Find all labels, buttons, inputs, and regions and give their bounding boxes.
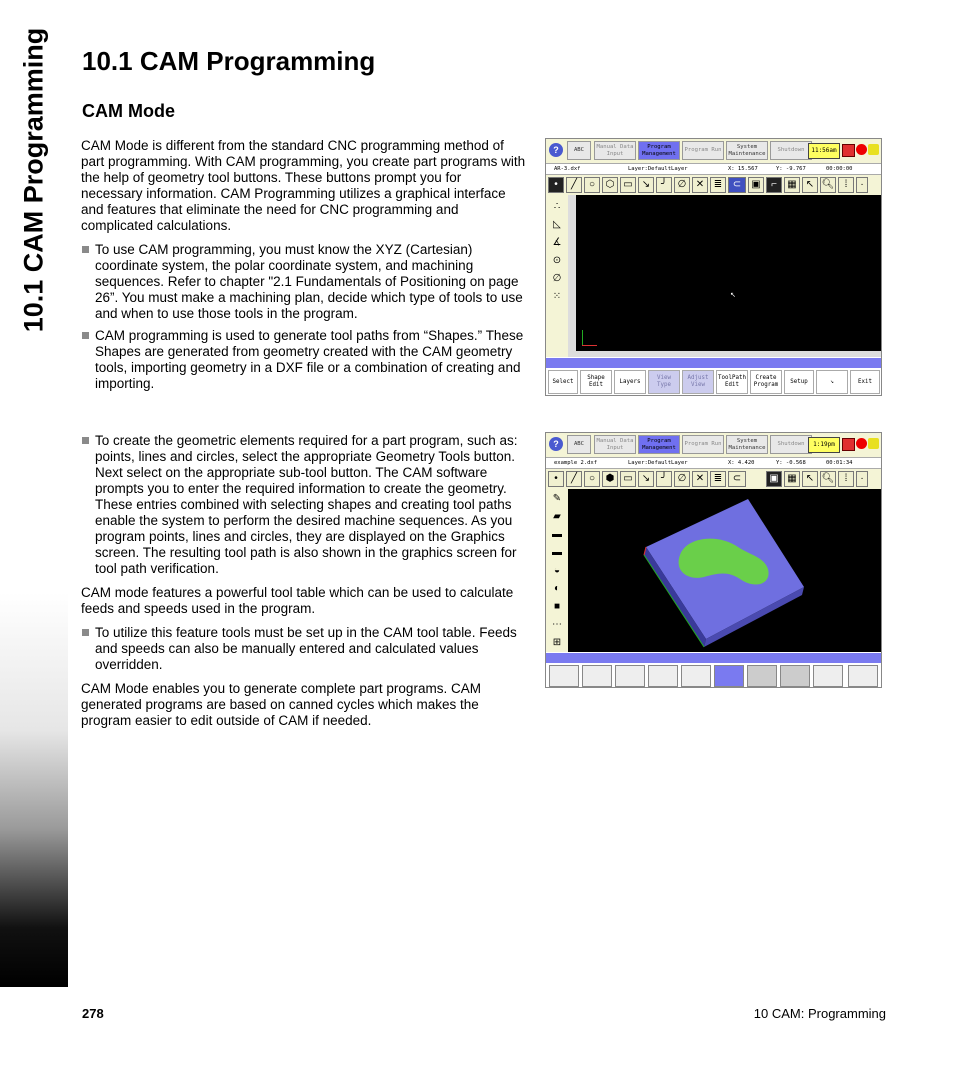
tab-shutdown[interactable]: Shutdown	[770, 141, 812, 160]
page-title: 10.1 CAM Programming	[82, 46, 376, 76]
stop-icon[interactable]	[842, 438, 855, 451]
tab-manual-data-input[interactable]: Manual Data Input	[594, 435, 636, 454]
point-subtool-icon[interactable]: ∴	[553, 201, 561, 212]
view-type-softkey[interactable]: View Type	[648, 370, 680, 394]
lock-icon[interactable]	[868, 144, 879, 155]
grid-tool-icon[interactable]: ▦	[784, 471, 800, 487]
summary-paragraph: CAM Mode enables you to generate complete part programs. CAM generated programs are based on canned cycles which makes the program easier to edit outside of CAM if needed.	[81, 681, 481, 728]
more-icon[interactable]: ·	[856, 177, 868, 193]
softkey-row	[546, 368, 881, 396]
triangle-subtool-icon[interactable]: ◺	[553, 219, 561, 230]
text-block-2	[81, 433, 526, 737]
list-tool-icon[interactable]: ≣	[710, 177, 726, 193]
record-icon[interactable]	[856, 438, 867, 449]
view-3d-icon[interactable]: ▣	[766, 471, 782, 487]
view-disabled-icon[interactable]	[780, 665, 810, 687]
zoom-icon[interactable]: 🔍︎	[820, 471, 836, 487]
side-tab-label: 10.1 CAM Programming	[18, 27, 49, 333]
tab-program-run[interactable]: Program Run	[682, 141, 724, 160]
toolpath-edit-softkey[interactable]: ToolPath Edit	[716, 370, 748, 394]
cam-screenshot-3d	[545, 432, 882, 688]
view-iso-icon[interactable]	[582, 665, 612, 687]
arrow-tool-icon[interactable]: ↘	[638, 177, 654, 193]
tab-manual-data-input[interactable]: Manual Data Input	[594, 141, 636, 160]
pointer-tool-icon[interactable]: ↖	[802, 471, 818, 487]
x-readout: X: 15.567	[728, 166, 758, 172]
top-menu-bar	[546, 433, 881, 458]
create-program-softkey[interactable]: Create Program	[750, 370, 782, 394]
dimension-view-icon[interactable]: ⋯	[552, 619, 562, 630]
center-circle-subtool-icon[interactable]: ⊙	[552, 255, 562, 266]
x-axis-indicator	[582, 345, 597, 346]
setup-softkey[interactable]: Setup	[784, 370, 814, 394]
elapsed-time: 00:00:00	[826, 166, 853, 172]
page-number: 278	[82, 1006, 104, 1021]
front-view-icon[interactable]: ▬	[552, 529, 562, 540]
shape-tool-icon[interactable]: ⊂	[728, 177, 746, 193]
tab-program-management[interactable]: Program Management	[638, 435, 680, 454]
pin-view-icon[interactable]: ✎	[552, 493, 562, 504]
lock-icon[interactable]	[868, 438, 879, 449]
message-band	[546, 358, 881, 368]
top-menu-bar	[546, 139, 881, 164]
clock-display: 11:56am	[808, 143, 840, 159]
circle-tool-icon[interactable]: ○	[584, 471, 600, 487]
polygon-tool-icon[interactable]: ⬡	[602, 177, 618, 193]
chapter-footer: 10 CAM: Programming	[753, 1006, 886, 1021]
cursor-icon: ↖	[730, 292, 736, 299]
view-softkey-row	[546, 663, 881, 688]
horizontal-ruler	[568, 351, 881, 357]
cursor-softkey-icon[interactable]: ↘	[816, 370, 848, 394]
image-tool-icon[interactable]: ▣	[748, 177, 764, 193]
bullet-item: To create the geometric elements required for a part program, such as: points, lines and circles, select the appropriate Geometry Tools button. Next select on the appropriate sub-tool button. The CAM software prompts you to enter the required information to create the geometry. These entries combined with selecting shapes and creating tool paths enable the system to perform the desired machine sequences. As you program points, lines and circles, they are displayed on the Graphics screen. The resulting tool path is also shown in the graphics screen for tool path verification.	[81, 433, 526, 577]
3d-part-render	[568, 489, 881, 652]
exit-softkey[interactable]: Exit	[850, 370, 880, 394]
help-icon[interactable]: ?	[549, 437, 563, 451]
record-icon[interactable]	[856, 144, 867, 155]
bullet-item: CAM programming is used to generate tool paths from “Shapes.” These Shapes are generated from geometry created with the CAM geometry tools, importing geometry in a DXF file or a combination of creating and importing.	[81, 328, 526, 392]
shaded-view-icon[interactable]: ◐	[553, 583, 561, 594]
tool-view-icon[interactable]: ⊞	[552, 637, 562, 648]
bullet-item: To use CAM programming, you must know the XYZ (Cartesian) coordinate system, the polar coordinate system, and machining sequences. Refer to chapter "2.1 Fundamentals of Positioning on page 26”. You must make a machining plan, decide which type of tools to use and when to use those tools in the program.	[81, 242, 526, 322]
bullet-item: To utilize this feature tools must be set up in the CAM tool table. Feeds and speeds can also be manually entered and calculated values overridden.	[81, 625, 526, 673]
tool-table-paragraph: CAM mode features a powerful tool table which can be used to calculate feeds and speeds used in the program.	[81, 585, 514, 616]
rectangle-tool-icon[interactable]: ▭	[620, 177, 636, 193]
graphics-canvas[interactable]	[568, 489, 881, 652]
solid-view-icon[interactable]: ■	[553, 601, 561, 612]
geometry-toolbar	[546, 469, 881, 490]
view-top-icon[interactable]	[681, 665, 711, 687]
arrow-tool-icon[interactable]: ↘	[638, 471, 654, 487]
diameter-subtool-icon[interactable]: ∅	[552, 273, 562, 284]
rotate-view-icon[interactable]: ◒	[553, 565, 561, 576]
dots-grid-icon[interactable]: ⁞	[838, 471, 854, 487]
tab-program-management[interactable]: Program Management	[638, 141, 680, 160]
point-tool-icon[interactable]: •	[548, 177, 564, 193]
abc-button[interactable]: ABC	[567, 435, 591, 454]
elapsed-time: 00:01:34	[826, 460, 853, 466]
status-bar	[546, 164, 881, 175]
diameter-tool-icon[interactable]: ∅	[674, 177, 690, 193]
geometry-toolbar	[546, 175, 881, 196]
select-softkey[interactable]: Select	[548, 370, 578, 394]
delete-tool-icon[interactable]: ✕	[692, 177, 708, 193]
circle-tool-icon[interactable]: ○	[584, 177, 600, 193]
delete-tool-icon[interactable]: ✕	[692, 471, 708, 487]
polygon-tool-icon[interactable]: ⬢	[602, 471, 618, 487]
grid-tool-icon[interactable]: ▦	[784, 177, 800, 193]
cursor-softkey-icon[interactable]	[848, 665, 878, 687]
shape-edit-softkey[interactable]: Shape Edit	[580, 370, 612, 394]
abc-button[interactable]: ABC	[567, 141, 591, 160]
top-view-icon[interactable]: ▰	[553, 511, 561, 522]
message-band	[546, 653, 881, 663]
arc-tool-icon[interactable]: ╯	[656, 177, 672, 193]
view-blank-icon[interactable]	[813, 665, 843, 687]
status-bar	[546, 458, 881, 469]
tab-shutdown[interactable]: Shutdown	[770, 435, 812, 454]
layer-readout: Layer:DefaultLayer	[628, 166, 688, 172]
view-bottom-icon[interactable]	[714, 665, 744, 687]
zoom-icon[interactable]: 🔍︎	[820, 177, 836, 193]
side-view-icon[interactable]: ▬	[552, 547, 562, 558]
file-name: example 2.dxf	[554, 460, 598, 466]
adjust-view-softkey[interactable]: Adjust View	[682, 370, 714, 394]
tab-program-run[interactable]: Program Run	[682, 435, 724, 454]
text-block-1	[81, 138, 526, 398]
layers-softkey[interactable]: Layers	[614, 370, 646, 394]
y-axis-indicator	[582, 330, 583, 345]
pointer-tool-icon[interactable]: ↖	[802, 177, 818, 193]
file-name: AR-3.dxf	[554, 166, 581, 172]
list-tool-icon[interactable]: ≣	[710, 471, 726, 487]
view-disabled-icon[interactable]	[747, 665, 777, 687]
clock-display: 1:19pm	[808, 437, 840, 453]
pattern-subtool-icon[interactable]: ⁙	[552, 291, 562, 302]
intro-paragraph: CAM Mode is different from the standard CNC programming method of part programming. With CAM programming, you create part programs with the help of geometry tool buttons. These buttons prompt you for necessary information. CAM Programming utilizes a graphical interface and features that eliminate the need for CNC programming and complicated calculations.	[81, 138, 526, 233]
vertical-ruler	[568, 195, 576, 357]
layer-readout: Layer:DefaultLayer	[628, 460, 688, 466]
tab-system-maintenance[interactable]: System Maintenance	[726, 435, 768, 454]
y-readout: Y: -0.568	[776, 460, 806, 466]
line-tool-icon[interactable]: ╱	[566, 471, 582, 487]
more-icon[interactable]: ·	[856, 471, 868, 487]
help-icon[interactable]: ?	[549, 143, 563, 157]
select-box-icon[interactable]: ⌐	[766, 177, 782, 193]
angle-subtool-icon[interactable]: ∡	[552, 237, 562, 248]
stop-icon[interactable]	[842, 144, 855, 157]
tab-system-maintenance[interactable]: System Maintenance	[726, 141, 768, 160]
arc-tool-icon[interactable]: ╯	[656, 471, 672, 487]
cam-screenshot-2d	[545, 138, 882, 396]
x-readout: X: 4.420	[728, 460, 755, 466]
graphics-canvas[interactable]	[568, 195, 881, 357]
view-right-icon[interactable]	[648, 665, 678, 687]
dots-grid-icon[interactable]: ⁞	[838, 177, 854, 193]
shape-tool-icon[interactable]: ⊂	[728, 471, 746, 487]
rectangle-tool-icon[interactable]: ▭	[620, 471, 636, 487]
section-heading: CAM Mode	[82, 101, 175, 121]
view-front-icon[interactable]	[549, 665, 579, 687]
sub-toolbar	[546, 195, 569, 357]
diameter-tool-icon[interactable]: ∅	[674, 471, 690, 487]
line-tool-icon[interactable]: ╱	[566, 177, 582, 193]
view-side-icon[interactable]	[615, 665, 645, 687]
view-toolbar	[546, 489, 569, 652]
point-tool-icon[interactable]: •	[548, 471, 564, 487]
y-readout: Y: -9.767	[776, 166, 806, 172]
